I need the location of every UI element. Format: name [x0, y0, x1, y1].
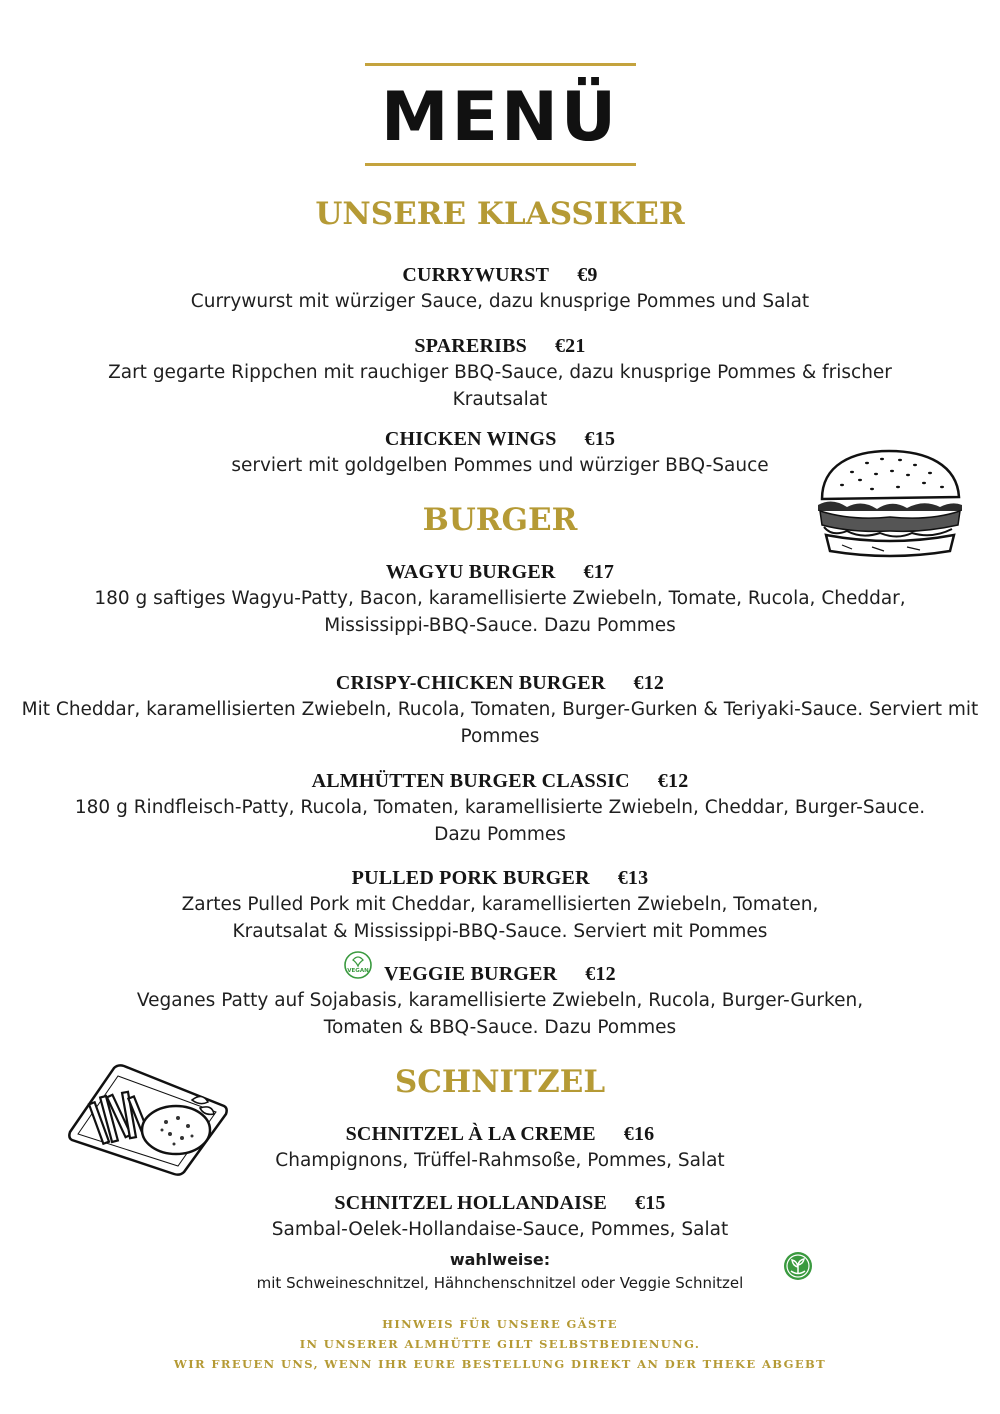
menu-item-pulled-pork-burger: [0, 865, 1000, 945]
menu-item-crispy-chicken-burger: [0, 670, 1000, 750]
title-rule-top: [365, 63, 636, 66]
item-price: €15: [584, 428, 616, 450]
menu-item-schnitzel-hollandaise: [0, 1190, 1000, 1243]
section-heading-burger: BURGER: [422, 502, 578, 538]
item-name: CRISPY-CHICKEN BURGER: [335, 672, 606, 694]
section-heading-schnitzel: SCHNITZEL: [394, 1064, 606, 1100]
item-price: €12: [657, 770, 689, 792]
schnitzel-option-text: mit Schweineschnitzel, Hähnchenschnitzel oder Veggie Schnitzel: [256, 1274, 744, 1292]
menu-item-currywurst: [0, 262, 1000, 315]
menu-title: MENÜ: [380, 78, 620, 157]
menu-item-schnitzel-a-la-creme: [0, 1121, 1000, 1174]
item-price: €15: [635, 1192, 666, 1214]
menu-item-wagyu-burger: [0, 559, 1000, 639]
menu-item-spareribs: [0, 333, 1000, 413]
item-description: 180 g Rindfleisch-Patty, Rucola, Tomaten, karamellisierte Zwiebeln, Cheddar, Burger-Sauce. Dazu Pommes: [74, 797, 926, 845]
item-name: CHICKEN WINGS: [384, 428, 557, 450]
menu-item-veggie-burger: [0, 961, 1000, 1041]
item-name: ALMHÜTTEN BURGER CLASSIC: [311, 770, 630, 792]
item-description: Veganes Patty auf Sojabasis, karamellisierte Zwiebeln, Rucola, Burger-Gurken, Tomaten & BBQ-Sauce. Dazu Pommes: [136, 990, 864, 1038]
notice-line-1: HINWEIS FÜR UNSERE GÄSTE: [382, 1317, 618, 1331]
item-price: €12: [633, 672, 665, 694]
item-name: SCHNITZEL À LA CREME: [345, 1123, 596, 1145]
notice-line-2: IN UNSERER ALMHÜTTE GILT SELBSTBEDIENUNG.: [299, 1337, 701, 1351]
item-description: Currywurst mit würziger Sauce, dazu knusprige Pommes und Salat: [190, 291, 810, 312]
item-name: VEGGIE BURGER: [384, 963, 558, 985]
veggie-leaf-icon: [783, 1251, 813, 1281]
item-name: SCHNITZEL HOLLANDAISE: [334, 1192, 607, 1214]
schnitzel-option-label: wahlweise:: [449, 1250, 551, 1269]
notice-line-3: WIR FREUEN UNS, WENN IHR EURE BESTELLUNG DIREKT AN DER THEKE ABGEBT: [173, 1357, 827, 1371]
item-description: Champignons, Trüffel-Rahmsoße, Pommes, Salat: [275, 1150, 725, 1171]
title-rule-bottom: [365, 163, 636, 166]
item-description: Mit Cheddar, karamellisierten Zwiebeln, Rucola, Tomaten, Burger-Gurken & Teriyaki-Sauce. Serviert mit Pommes: [21, 699, 979, 747]
item-price: €21: [554, 335, 586, 357]
vegan-badge-label: VEGAN: [347, 968, 369, 974]
item-price: €13: [617, 867, 649, 889]
item-name: PULLED PORK BURGER: [351, 867, 590, 889]
item-price: €9: [577, 264, 598, 286]
item-price: €17: [583, 561, 615, 583]
item-description: Zart gegarte Rippchen mit rauchiger BBQ-Sauce, dazu knusprige Pommes & frischer Krautsalat: [108, 362, 892, 410]
item-name: CURRYWURST: [402, 264, 550, 286]
item-description: Zartes Pulled Pork mit Cheddar, karamellisierten Zwiebeln, Tomaten, Krautsalat & Mississippi-BBQ-Sauce. Serviert mit Pommes: [181, 894, 819, 942]
menu-item-almhuetten-burger-classic: [0, 768, 1000, 848]
item-price: €12: [585, 963, 616, 985]
item-description: serviert mit goldgelben Pommes und würziger BBQ-Sauce: [231, 455, 769, 476]
item-description: Sambal-Oelek-Hollandaise-Sauce, Pommes, Salat: [271, 1219, 729, 1240]
section-heading-klassiker: UNSERE KLASSIKER: [315, 196, 685, 232]
item-description: 180 g saftiges Wagyu-Patty, Bacon, karamellisierte Zwiebeln, Tomate, Rucola, Cheddar, Mississippi-BBQ-Sauce. Dazu Pommes: [94, 588, 906, 636]
item-price: €16: [623, 1123, 655, 1145]
item-name: SPARERIBS: [414, 335, 527, 357]
item-name: WAGYU BURGER: [385, 561, 556, 583]
